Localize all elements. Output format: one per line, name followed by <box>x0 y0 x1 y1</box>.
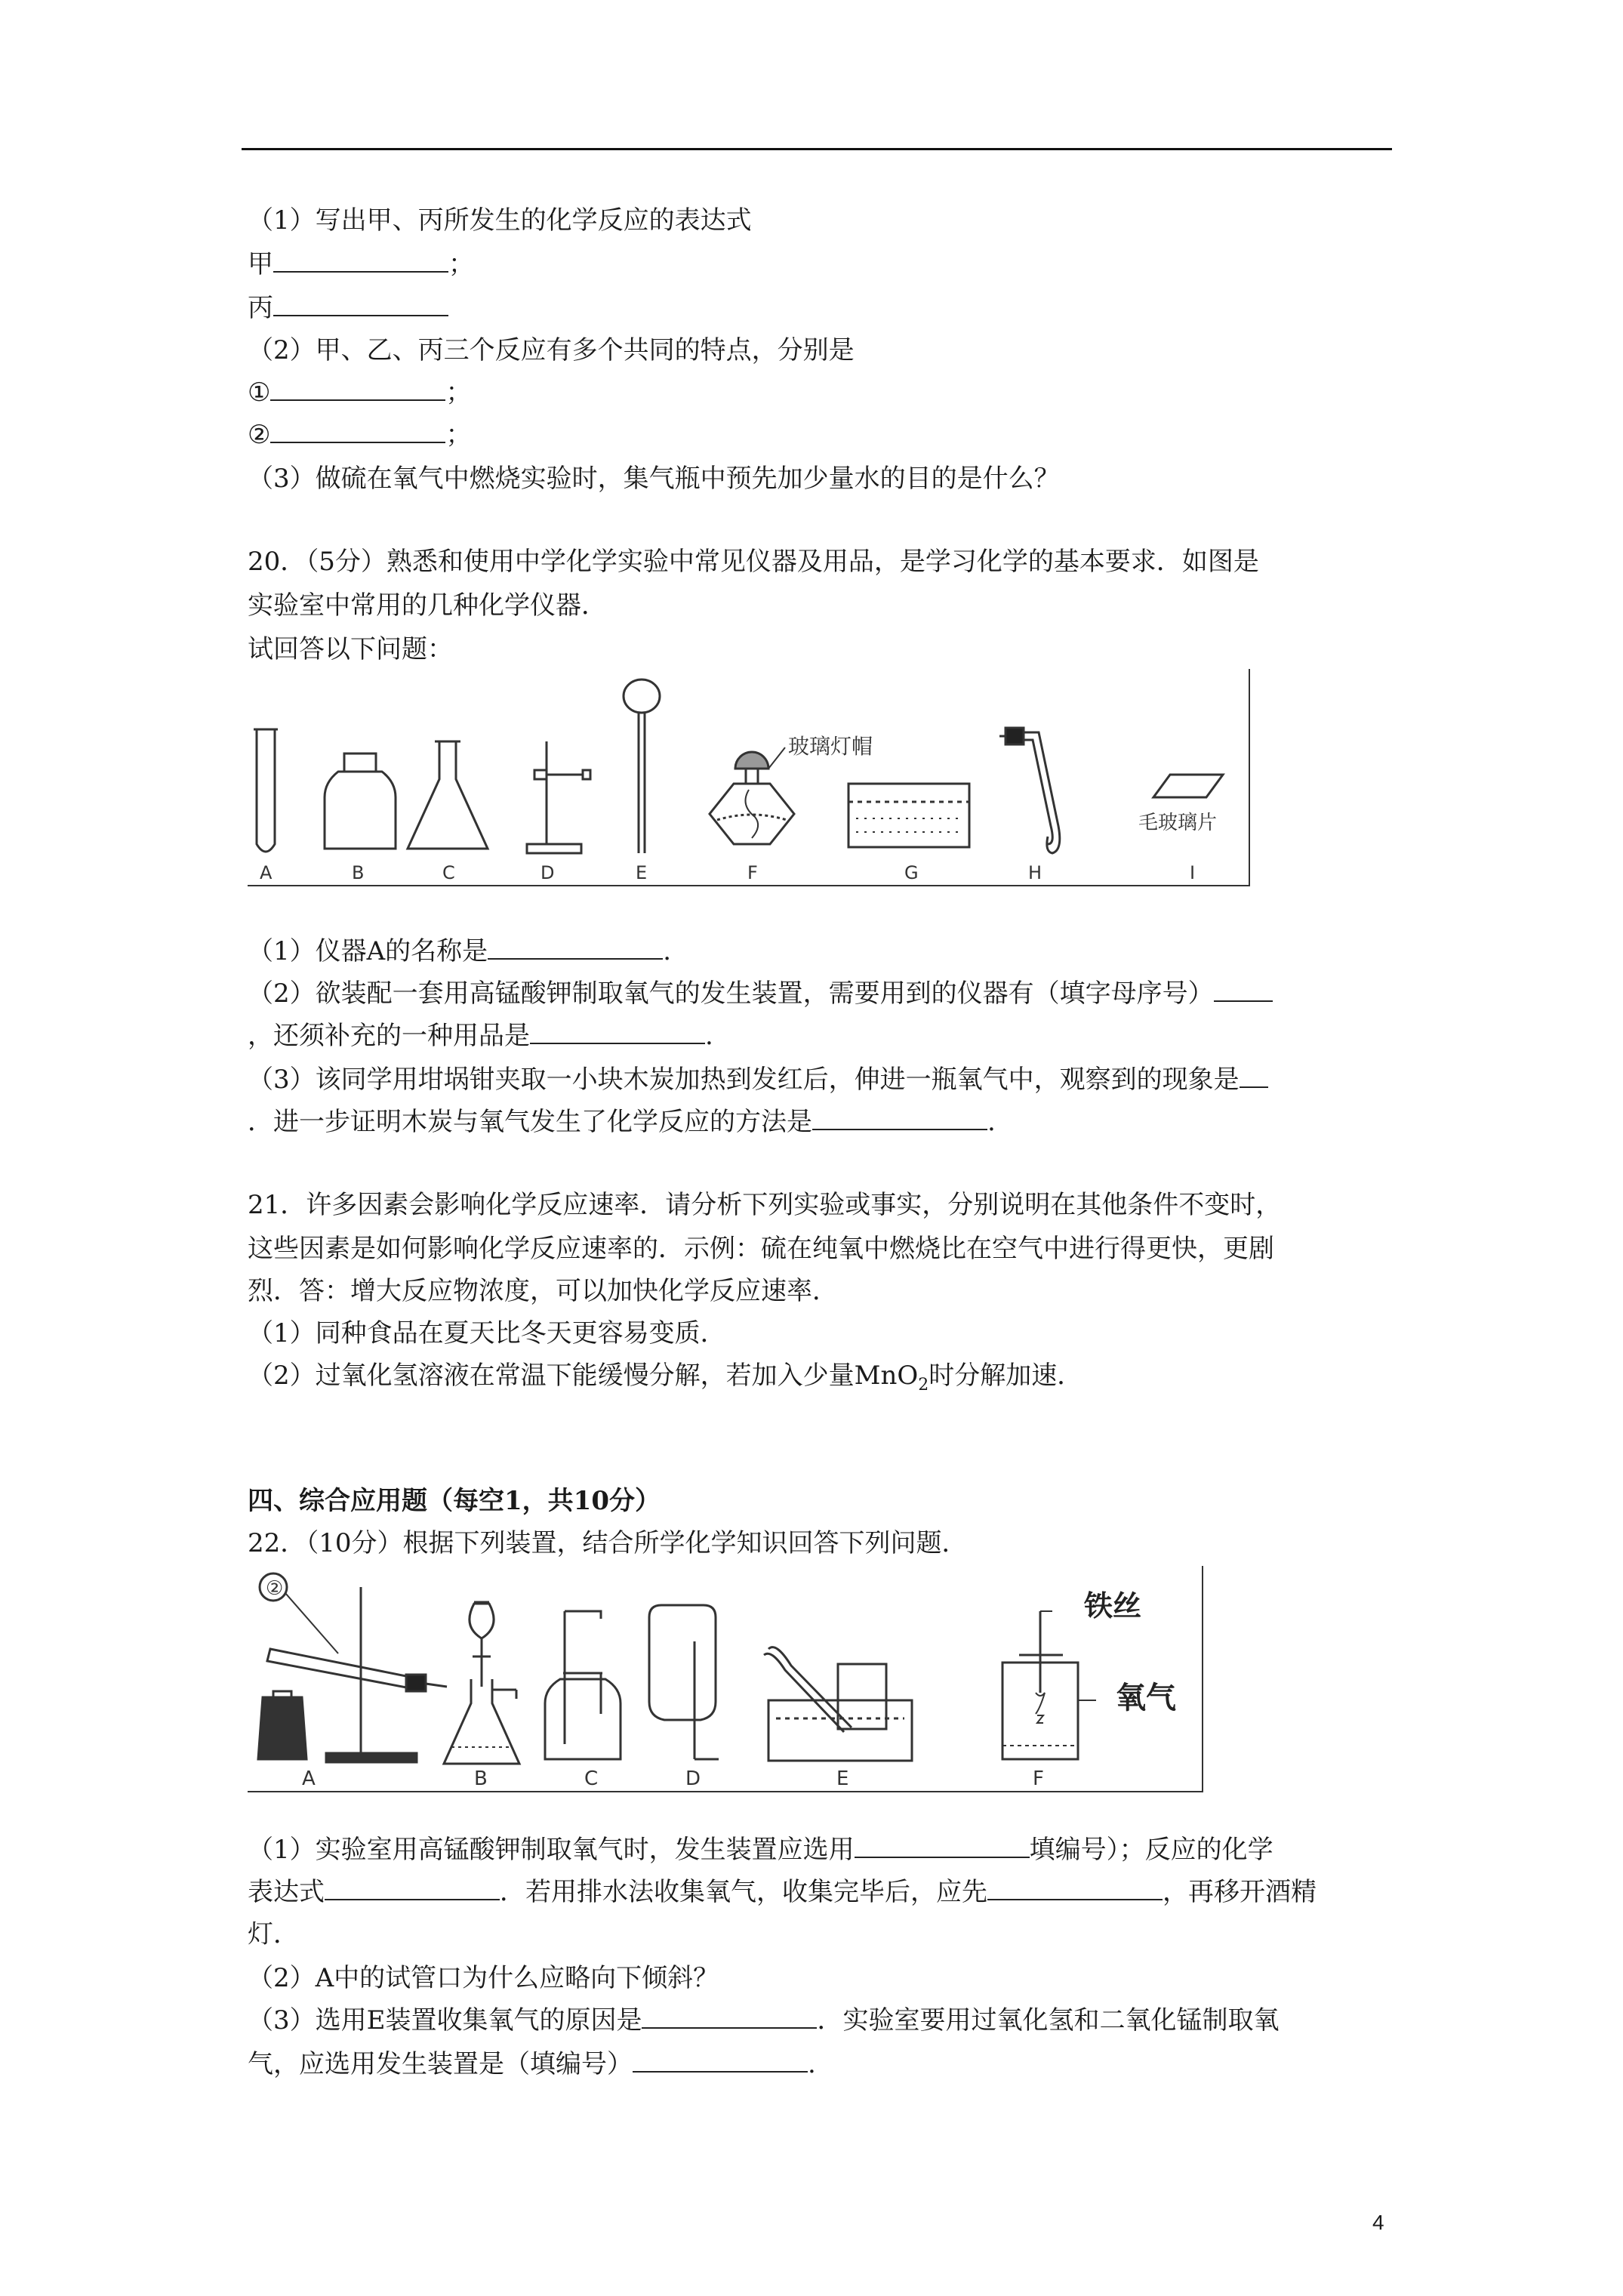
conical-flask-icon <box>408 741 488 849</box>
answer-blank[interactable] <box>812 1103 987 1130</box>
q22-answer2: （2）A中的试管口为什么应略向下倾斜？ <box>248 1963 719 1993</box>
q19-part1: （1）写出甲、丙所发生的化学反应的表达式 <box>248 205 752 236</box>
answer-blank[interactable] <box>530 1017 705 1044</box>
fig2-label-b: B <box>474 1767 488 1790</box>
callout-glass-cap: 玻璃灯帽 <box>788 734 873 759</box>
fig-label-g: G <box>904 862 919 883</box>
callout-number-2: ② <box>266 1577 284 1600</box>
callout-iron-wire: 铁丝 <box>1084 1589 1142 1623</box>
fig2-label-e: E <box>836 1767 849 1790</box>
q19-c2-line: ② ； <box>248 415 471 455</box>
q20-line1: 20．（5分）熟悉和使用中学化学实验中常见仪器及用品，是学习化学的基本要求．如图是 <box>248 547 1259 577</box>
inverted-bottle-icon <box>649 1605 719 1759</box>
gas-collecting-bottle-icon <box>545 1611 621 1759</box>
q20-answer2: （2）欲装配一套用高锰酸钾制取氧气的发生装置，需要用到的仪器有（填字母序号） <box>248 974 1273 1013</box>
answer-blank[interactable] <box>270 416 445 443</box>
answer-blank[interactable] <box>633 2045 808 2073</box>
callout-oxygen: 氧气 <box>1116 1681 1176 1715</box>
fig-label-h: H <box>1028 862 1042 883</box>
answer-blank[interactable] <box>273 245 448 273</box>
q19-bing-line <box>248 288 448 328</box>
instrument-figure <box>248 669 1250 886</box>
fig2-label-f: F <box>1033 1767 1044 1790</box>
heating-apparatus-icon <box>258 1587 447 1762</box>
fig-label-f: F <box>747 862 758 883</box>
fig-label-d: D <box>540 862 555 883</box>
page-number: 4 <box>1372 2211 1384 2234</box>
answer-blank[interactable] <box>987 1873 1163 1900</box>
separatory-funnel-flask-icon <box>444 1602 519 1764</box>
q20-answer2b: ，还须补充的一种用品是 . <box>248 1016 713 1056</box>
q20-answer3b: ．进一步证明木炭与氧气发生了化学反应的方法是 . <box>248 1102 996 1142</box>
callout-leader <box>285 1593 338 1653</box>
fig2-label-a: A <box>302 1767 316 1790</box>
answer-blank[interactable] <box>325 1873 500 1900</box>
answer-blank[interactable] <box>270 374 445 401</box>
delivery-tube-icon <box>999 728 1060 853</box>
water-trough-icon <box>848 784 969 847</box>
alcohol-lamp-icon <box>710 747 794 844</box>
fig-label-e: E <box>636 862 648 883</box>
q22-answer1c: 灯． <box>248 1919 299 1949</box>
q21-line1: 21．许多因素会影响化学反应速率．请分析下列实验或事实，分别说明在其他条件不变时， <box>248 1190 1282 1220</box>
q20-line2: 实验室中常用的几种化学仪器． <box>248 590 607 621</box>
answer-blank[interactable] <box>642 2002 817 2029</box>
q22-answer3b: 气，应选用发生装置是（填编号） . <box>248 2045 816 2084</box>
iron-wire-oxygen-bottle-icon <box>1002 1611 1096 1759</box>
q22-answer1b: 表达式 ．若用排水法收集氧气，收集完毕后，应先 ，再移开酒精 <box>248 1872 1317 1912</box>
q21-line2: 这些因素是如何影响化学反应速率的．示例：硫在纯氧中燃烧比在空气中进行得更快，更剧 <box>248 1234 1274 1264</box>
q20-answer1: （1）仪器A的名称是 . <box>248 932 671 971</box>
reagent-bottle-icon <box>325 754 396 849</box>
water-collection-trough-icon <box>764 1647 912 1761</box>
q19-jia-label: 甲 <box>248 249 273 279</box>
fig2-label-d: D <box>685 1767 701 1790</box>
answer-blank[interactable] <box>488 932 663 960</box>
section4-heading: 四、综合应用题（每空1，共10分） <box>248 1486 661 1516</box>
q19-jia-line: 甲 ； <box>248 245 474 284</box>
answer-blank[interactable] <box>273 289 448 316</box>
q21-part2: （2）过氧化氢溶液在常温下能缓慢分解，若加入少量MnO$_2$时分解加速． <box>248 1361 1083 1395</box>
q21-line3: 烈．答：增大反应物浓度，可以加快化学反应速率． <box>248 1276 838 1306</box>
q19-part2: （2）甲、乙、丙三个反应有多个共同的特点，分别是 <box>248 335 855 365</box>
fig-label-i: I <box>1190 862 1196 883</box>
apparatus-figure <box>248 1566 1203 1792</box>
glass-slide-icon <box>1153 775 1223 797</box>
answer-blank[interactable] <box>1214 975 1273 1002</box>
iron-stand-icon <box>527 741 590 853</box>
header-rule <box>242 148 1392 150</box>
q22-answer1: （1）实验室用高锰酸钾制取氧气时，发生装置应选用 填编号）；反应的化学 <box>248 1830 1273 1869</box>
fig-label-b: B <box>352 862 365 883</box>
q19-bing-label: 丙 <box>248 293 273 323</box>
callout-glass-slide: 毛玻璃片 <box>1138 812 1218 834</box>
q21-part1: （1）同种食品在夏天比冬天更容易变质． <box>248 1318 726 1348</box>
thistle-funnel-icon <box>624 680 660 853</box>
answer-blank[interactable] <box>1240 1061 1268 1088</box>
q22-stem: 22．（10分）根据下列装置，结合所学化学知识回答下列问题． <box>248 1528 968 1558</box>
q20-line3: 试回答以下问题： <box>248 634 453 664</box>
test-tube-icon <box>254 729 278 852</box>
q22-answer3: （3）选用E装置收集氧气的原因是 ．实验室要用过氧化氢和二氧化锰制取氧 <box>248 2001 1279 2040</box>
answer-blank[interactable] <box>855 1831 1030 1858</box>
fig-label-c: C <box>442 862 455 883</box>
q19-c1-line: ① ； <box>248 373 471 412</box>
q20-answer3: （3）该同学用坩埚钳夹取一小块木炭加热到发红后，伸进一瓶氧气中，观察到的现象是 <box>248 1060 1268 1099</box>
fig2-label-c: C <box>584 1767 599 1790</box>
fig-label-a: A <box>260 862 273 883</box>
q19-part3: （3）做硫在氧气中燃烧实验时，集气瓶中预先加少量水的目的是什么？ <box>248 464 1060 494</box>
